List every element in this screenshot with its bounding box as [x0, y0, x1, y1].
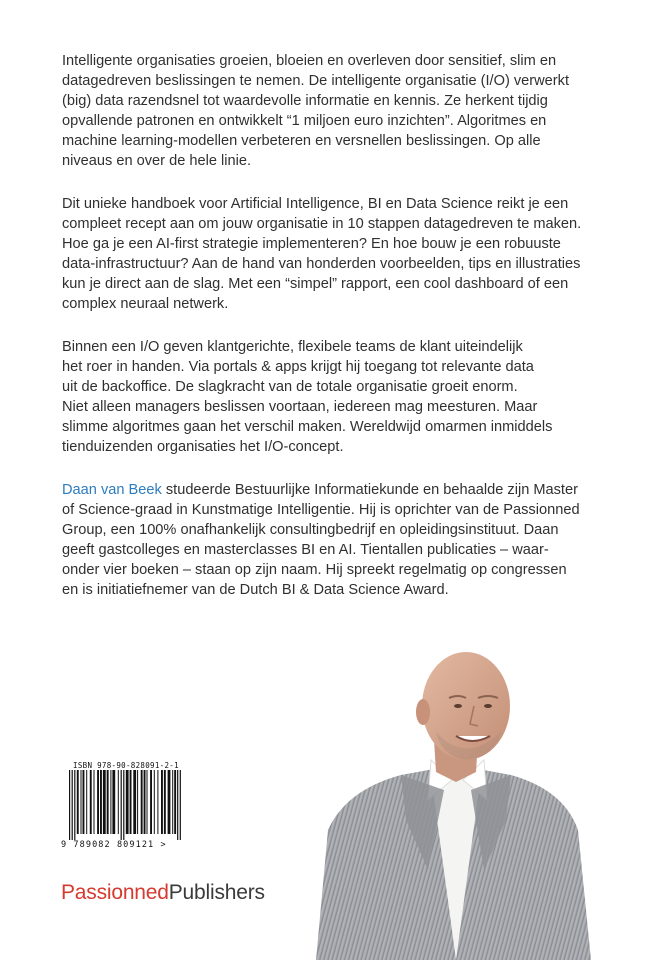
barcode-bar [161, 770, 163, 834]
paragraph-line: Dit unieke handboek voor Artificial Intelligence, BI en Data Science reikt je een [62, 196, 569, 212]
barcode-bar [147, 770, 148, 834]
paragraph-line: complex neuraal netwerk. [62, 296, 229, 312]
paragraph-line: (big) data razendsnel tot waardevolle informatie en kennis. Ze herkent tijdig [62, 93, 548, 109]
paragraph-io-concept [62, 337, 632, 457]
barcode-bar [112, 770, 115, 834]
paragraph-intro [62, 51, 632, 171]
barcode-bar [137, 770, 138, 834]
publisher-logo-part1: Passionned [61, 881, 169, 904]
barcode-bar [144, 770, 146, 834]
paragraph-line: Hoe ga je een AI-first strategie implementeren? En hoe bouw je een robuuste [62, 236, 561, 252]
isbn-barcode [61, 761, 191, 853]
paragraph-line: compleet recept aan om jouw organisatie in 10 stappen datagedreven te maken. [62, 216, 582, 232]
barcode-bar [69, 770, 70, 840]
barcode-bar [150, 770, 152, 834]
paragraph-line: tienduizenden organisaties het I/O-concept. [62, 439, 344, 455]
paragraph-line: Niet alleen managers beslissen voortaan, iedereen mag meesturen. Maar [62, 399, 538, 415]
barcode-bar [154, 770, 155, 834]
barcode-bar [174, 770, 176, 834]
barcode-bar [164, 770, 166, 834]
author-portrait [306, 640, 606, 960]
barcode-bar [90, 770, 92, 834]
paragraph-line: niveaus en over de hele linie. [62, 153, 252, 169]
barcode-bar [94, 770, 95, 834]
paragraph-line: onder vier boeken – staan op zijn naam. Hij spreekt regelmatig op congressen [62, 562, 567, 578]
barcode-bar [133, 770, 136, 834]
barcode-bar [172, 770, 173, 834]
paragraph-handbook [62, 194, 632, 314]
paragraph-line: kun je direct aan de slag. Met een “simpel” rapport, een cool dashboard of een [62, 276, 569, 292]
barcode-bar [168, 770, 171, 834]
barcode-bar [141, 770, 143, 834]
barcode-bar [157, 770, 158, 834]
barcode-bar [81, 770, 82, 834]
paragraph-line: machine learning-modellen verbeteren en versnellen beslissingen. Op alle [62, 133, 541, 149]
paragraph-line: en is initiatiefnemer van de Dutch BI & Data Science Award. [62, 582, 449, 598]
paragraph-line: uit de backoffice. De slagkracht van de totale organisatie groeit enorm. [62, 379, 518, 395]
barcode-bar [103, 770, 106, 834]
paragraph-line: of Science-graad in Kunstmatige Intelligentie. Hij is oprichter van de Passionned [62, 502, 580, 518]
barcode-bar [180, 770, 181, 840]
barcode-bar [100, 770, 102, 834]
barcode-bar [110, 770, 111, 834]
isbn-label: ISBN 978-90-828091-2-1 [73, 761, 179, 770]
blurb-text [62, 51, 632, 623]
publisher-logo [61, 881, 265, 905]
barcode-bar [83, 770, 85, 834]
paragraph-line [62, 480, 632, 500]
barcode-bar [118, 770, 119, 834]
publisher-logo-part2: Publishers [168, 881, 265, 904]
barcode-bar [74, 770, 75, 840]
paragraph-line: data-infrastructuur? Aan de hand van honderden voorbeelden, tips en illustraties [62, 256, 581, 272]
barcode-bar [77, 770, 79, 834]
barcode-bar [126, 770, 129, 834]
author-name: Daan van Beek [62, 482, 162, 498]
paragraph-line: geeft gastcolleges en masterclasses BI en AI. Tientallen publicaties – waar- [62, 542, 549, 558]
barcode-bar [72, 770, 73, 840]
author-bio-first-line: studeerde Bestuurlijke Informatiekunde en behaalde zijn Master [161, 482, 578, 498]
barcode-bar [86, 770, 87, 834]
paragraph-line: slimme algoritmes gaan het verschil maken. Wereldwijd omarmen inmiddels [62, 419, 553, 435]
barcode-bars [61, 770, 185, 840]
paragraph-line: datagedreven beslissingen te nemen. De intelligente organisatie (I/O) verwerkt [62, 73, 570, 89]
barcode-bar [121, 770, 122, 840]
barcode-bar [123, 770, 124, 840]
barcode-bar [177, 770, 178, 840]
paragraph-line: Intelligente organisaties groeien, bloeien en overleven door sensitief, slim en [62, 53, 557, 69]
barcode-bar [130, 770, 132, 834]
paragraph-line: Group, een 100% onafhankelijk consultingbedrijf en opleidingsinstituut. Daan [62, 522, 559, 538]
barcode-digits: 9 789082 809121 > [61, 840, 167, 850]
barcode-bar [107, 770, 109, 834]
barcode-bar [97, 770, 99, 834]
paragraph-author-bio [62, 480, 632, 600]
paragraph-line: het roer in handen. Via portals & apps krijgt hij toegang tot relevante data [62, 359, 534, 375]
paragraph-line: opvallende patronen en ontwikkelt “1 miljoen euro inzichten”. Algoritmes en [62, 113, 547, 129]
paragraph-line: Binnen een I/O geven klantgerichte, flexibele teams de klant uiteindelijk [62, 339, 523, 355]
